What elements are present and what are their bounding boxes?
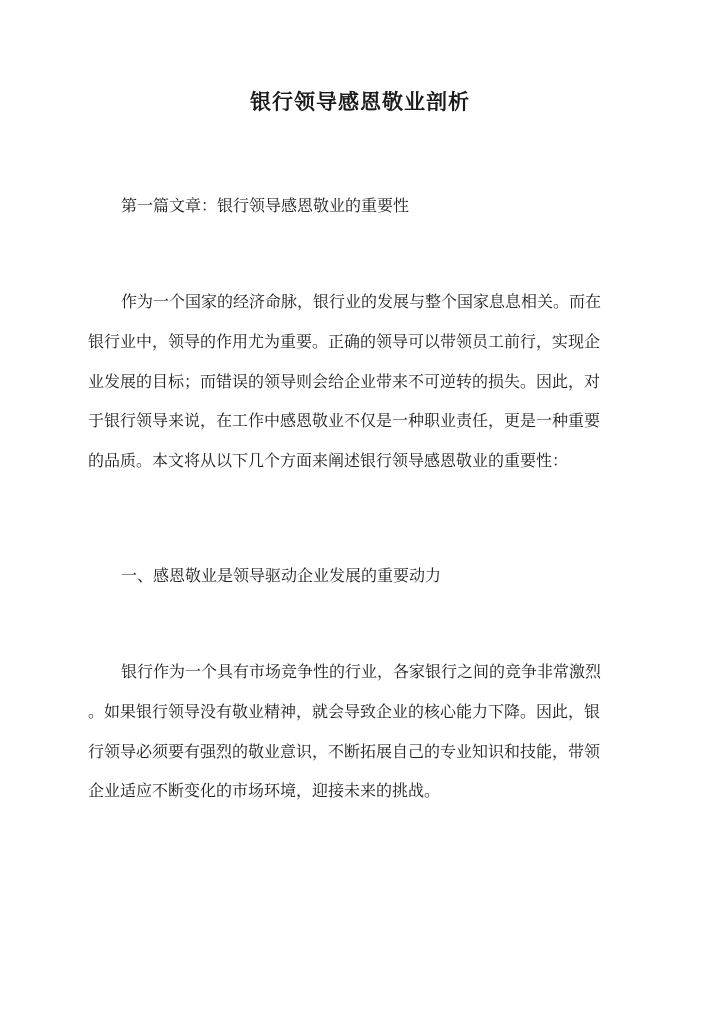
paragraph-line: 业发展的目标；而错误的领导则会给企业带来不可逆转的损失。因此，对 <box>88 371 601 391</box>
paragraph-line: 银行作为一个具有市场竞争性的行业，各家银行之间的竞争非常激烈 <box>121 662 602 681</box>
paragraph-line: 的品质。本文将从以下几个方面来阐述银行领导感恩敬业的重要性： <box>88 451 569 471</box>
section-heading: 一、感恩敬业是领导驱动企业发展的重要动力 <box>121 566 442 585</box>
document-title: 银行领导感恩敬业剖析 <box>250 89 470 114</box>
paragraph-2 <box>88 652 634 811</box>
paragraph-1 <box>88 282 634 481</box>
paragraph-line: 银行业中，领导的作用尤为重要。正确的领导可以带领员工前行，实现企 <box>88 331 601 351</box>
paragraph-line: 于银行领导来说，在工作中感恩敬业不仅是一种职业责任，更是一种重要 <box>88 411 601 431</box>
paragraph-line: 企业适应不断变化的市场环境，迎接未来的挑战。 <box>88 781 441 801</box>
paragraph-line: 。如果银行领导没有敬业精神，就会导致企业的核心能力下降。因此，银 <box>88 701 601 721</box>
article-heading: 第一篇文章：银行领导感恩敬业的重要性 <box>121 196 410 215</box>
paragraph-line: 行领导必须要有强烈的敬业意识，不断拓展自己的专业知识和技能，带领 <box>88 741 601 761</box>
paragraph-line: 作为一个国家的经济命脉，银行业的发展与整个国家息息相关。而在 <box>121 292 602 311</box>
